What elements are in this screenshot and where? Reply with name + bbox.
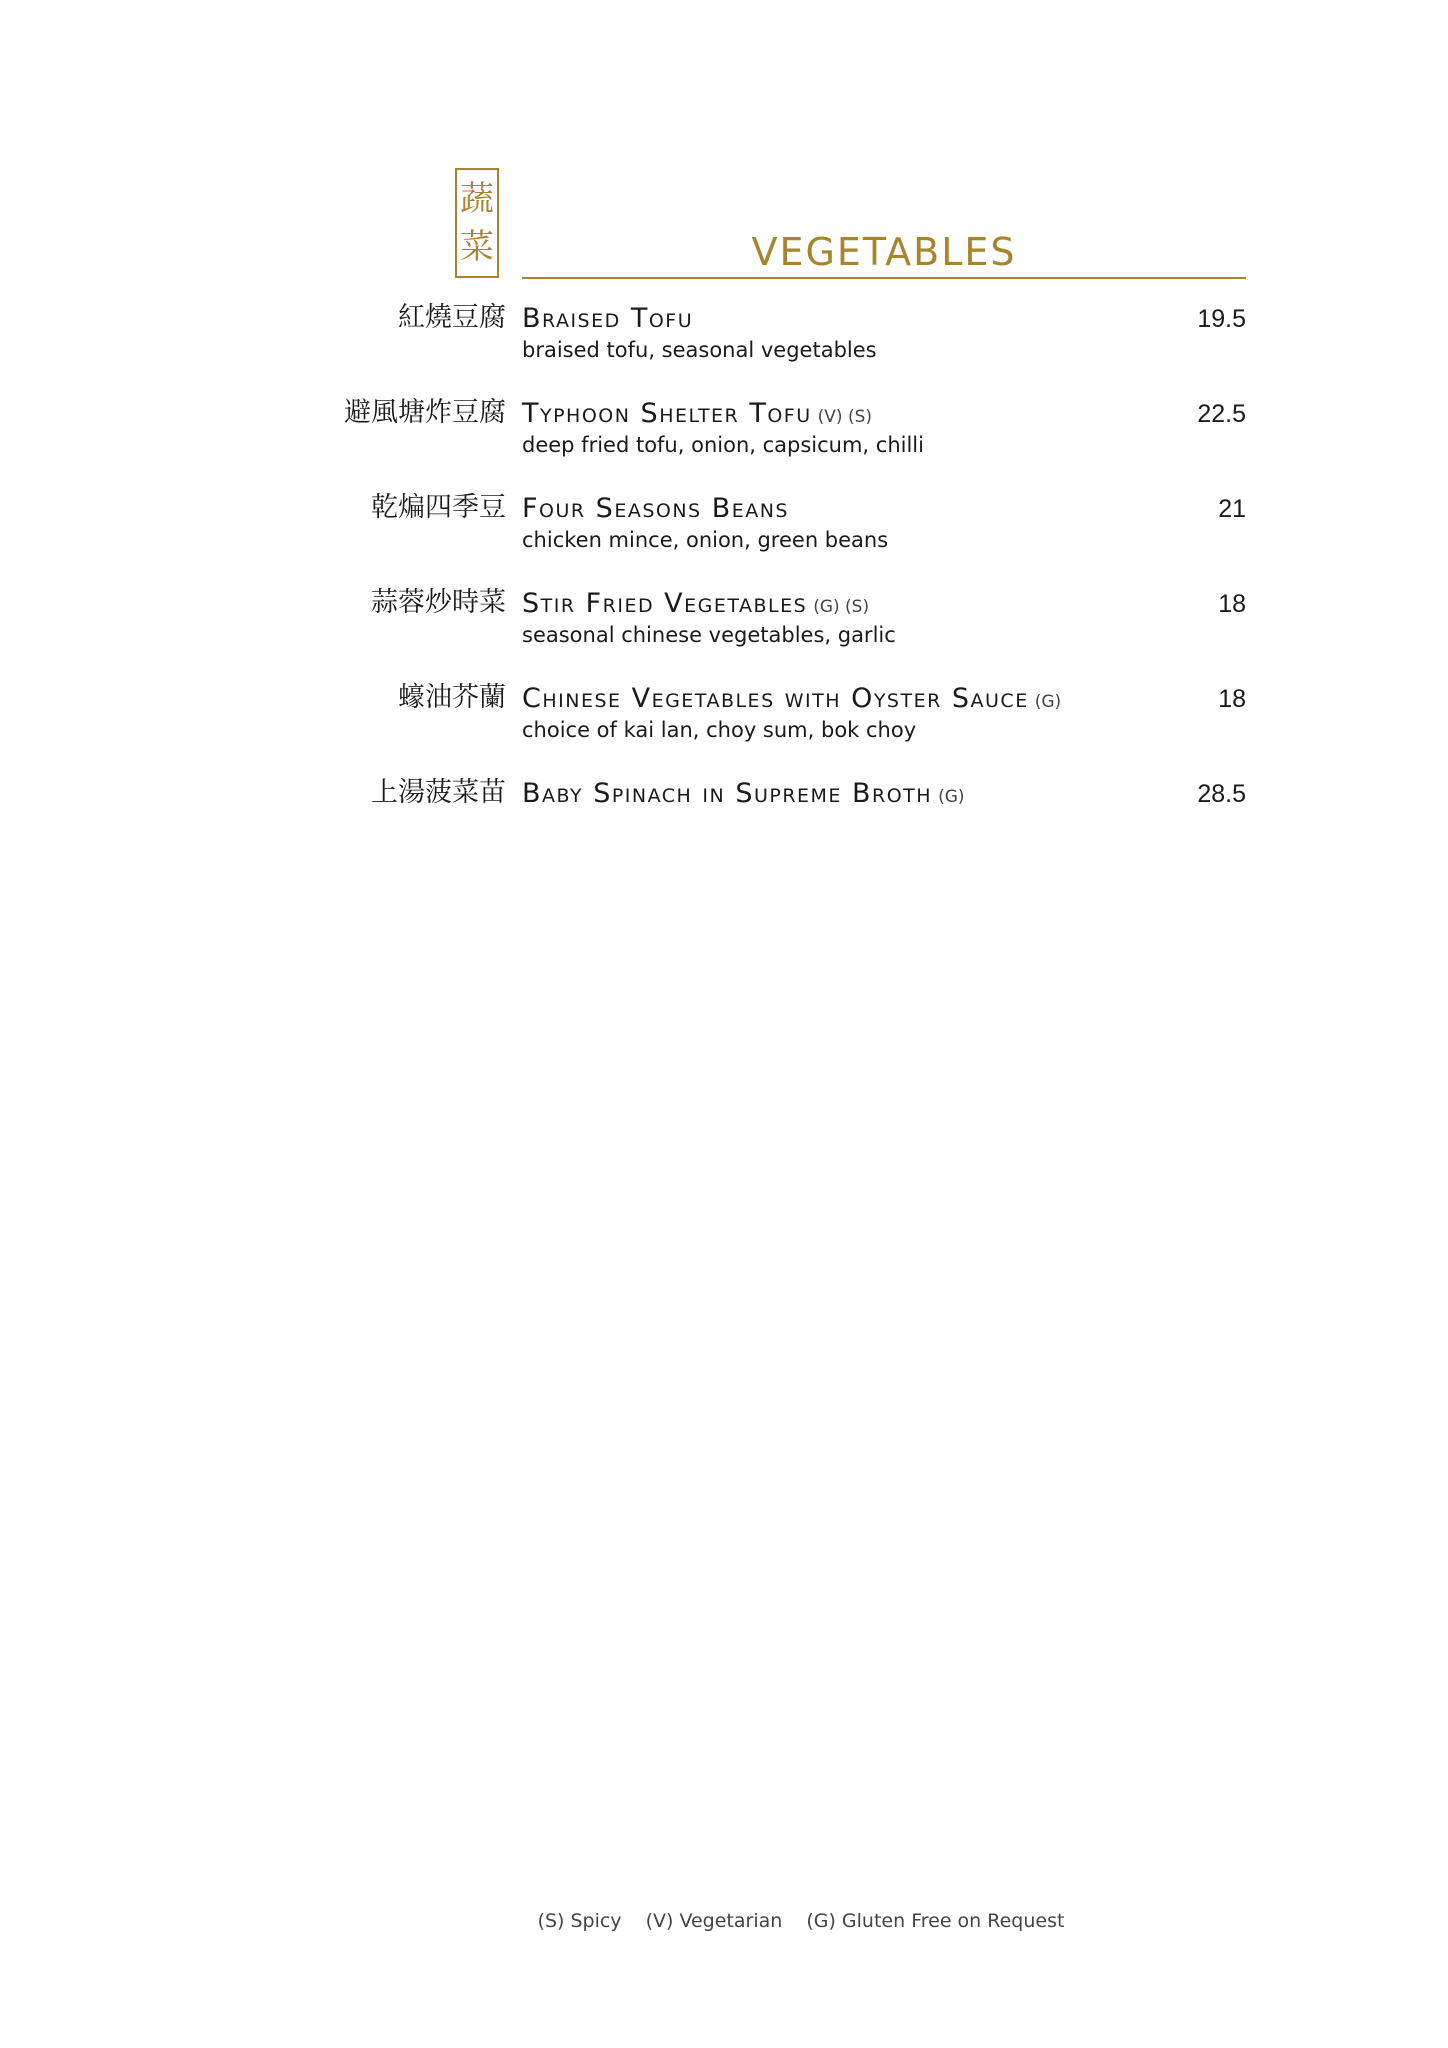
item-price: 18 [1218,590,1246,618]
item-chinese-name: 上湯菠菜苗 [371,777,506,808]
item-price: 21 [1218,495,1246,523]
item-description: choice of kai lan, choy sum, bok choy [522,718,917,742]
item-english-name [522,777,965,814]
item-tags: (V) (S) [817,407,872,427]
item-chinese-name: 蒜蓉炒時菜 [371,587,506,618]
menu-item [0,775,1448,855]
legend-vegetarian: (V) Vegetarian [645,1910,783,1932]
item-name-text: Chinese Vegetables with Oyster Sauce [522,683,1029,714]
menu-item [0,300,1448,380]
section-title: VEGETABLES [751,230,1017,274]
item-chinese-name: 蠔油芥蘭 [398,682,506,713]
item-tags: (G) [1034,692,1062,712]
item-description: deep fried tofu, onion, capsicum, chilli [522,433,924,457]
item-description: seasonal chinese vegetables, garlic [522,623,896,647]
item-chinese-name: 乾煸四季豆 [371,492,506,523]
item-chinese-name: 避風塘炸豆腐 [344,397,506,428]
dietary-legend [0,1910,1448,1932]
item-name-text: Braised Tofu [522,303,694,334]
section-seal [455,168,499,278]
seal-char: 菜 [460,227,494,267]
item-price: 22.5 [1197,400,1246,428]
item-tags: (G) (S) [813,597,870,617]
item-english-name [522,492,795,529]
item-english-name [522,587,869,624]
menu-item [0,585,1448,665]
menu-item [0,680,1448,760]
item-tags: (G) [938,787,965,807]
seal-char: 蔬 [460,179,494,219]
menu-item [0,395,1448,475]
item-price: 18 [1218,685,1246,713]
title-divider [522,277,1246,279]
item-english-name [522,397,872,434]
item-description: chicken mince, onion, green beans [522,528,889,552]
item-price: 19.5 [1197,305,1246,333]
item-name-text: Four Seasons Beans [522,493,789,524]
legend-gluten-free: (G) Gluten Free on Request [806,1910,1065,1932]
item-english-name [522,302,699,339]
item-name-text: Typhoon Shelter Tofu [522,398,812,429]
item-name-text: Baby Spinach in Supreme Broth [522,778,933,809]
legend-spicy: (S) Spicy [537,1910,622,1932]
item-chinese-name: 紅燒豆腐 [398,302,506,333]
item-price: 28.5 [1197,780,1246,808]
item-description: braised tofu, seasonal vegetables [522,338,877,362]
item-english-name [522,682,1061,719]
item-name-text: Stir Fried Vegetables [522,588,808,619]
menu-item [0,490,1448,570]
